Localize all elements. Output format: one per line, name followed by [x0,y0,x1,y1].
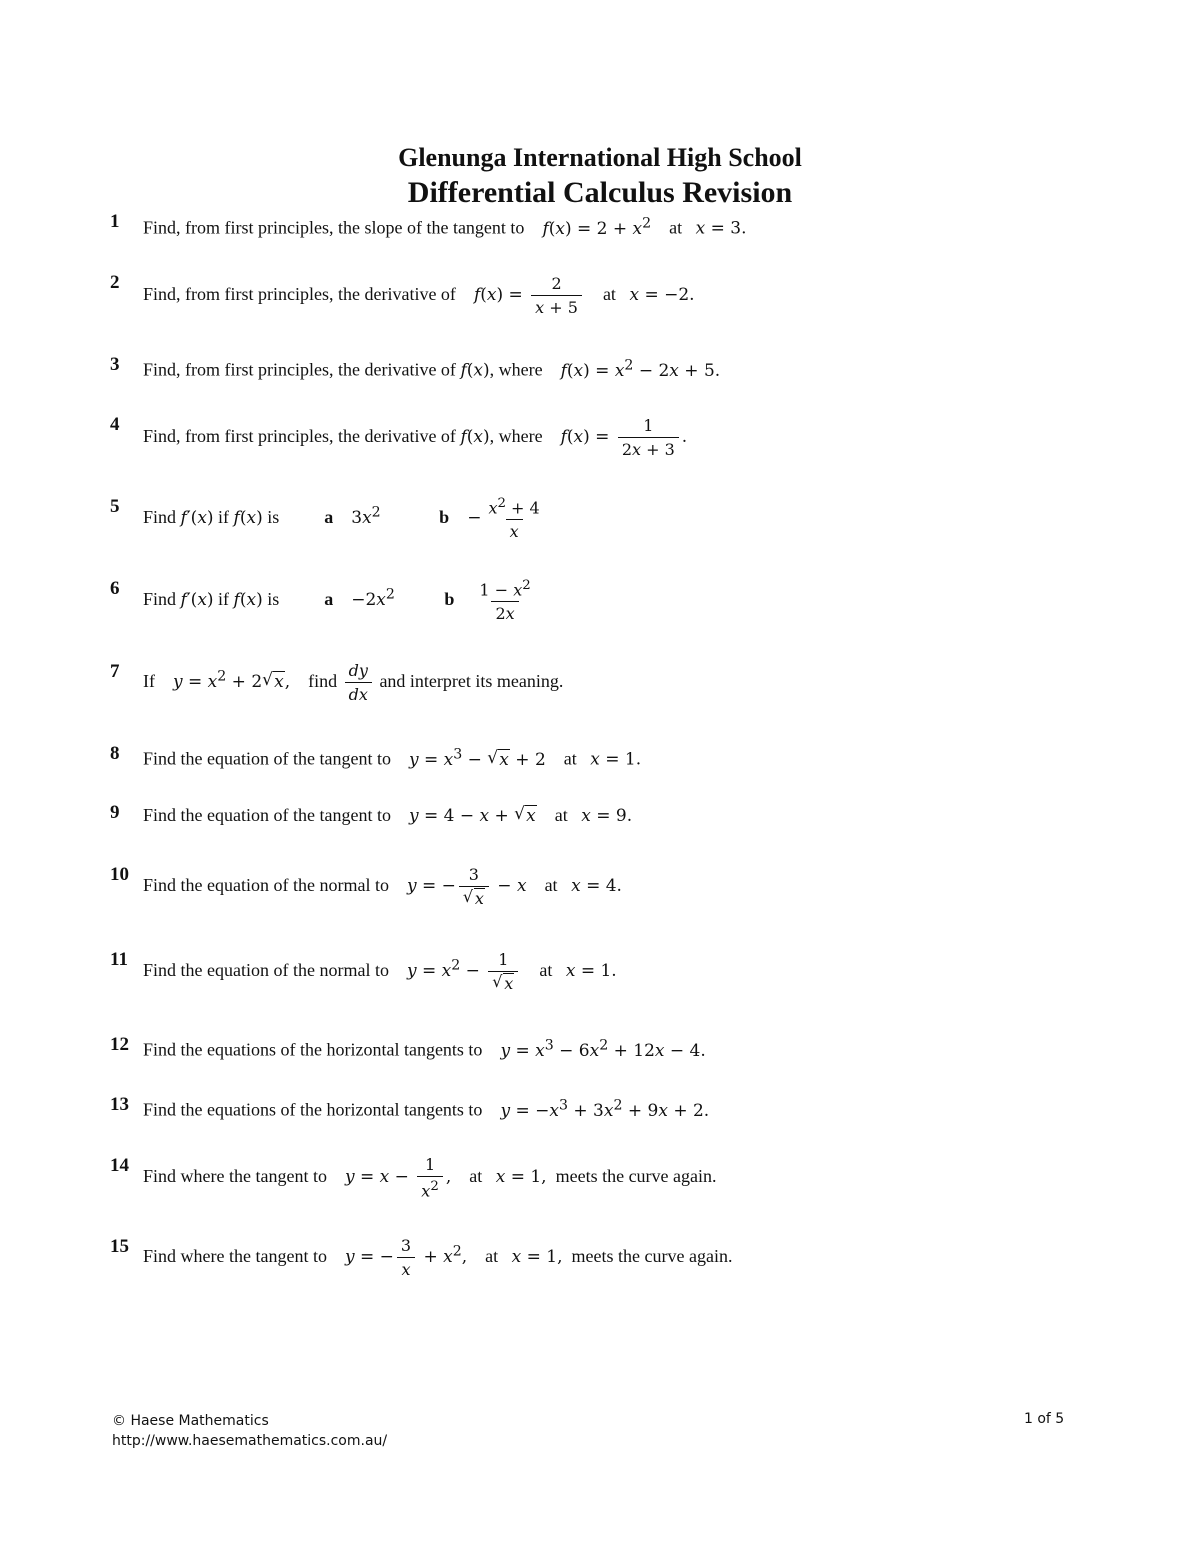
math-expression: $f(x) = 2 + x^2$ [542,215,652,239]
question-8 [110,743,1110,803]
question-10 [110,864,1110,924]
math-expression: $y = x^2$ − 1 √ x [407,961,521,981]
question-3 [110,354,1110,414]
question-7 [110,661,1110,721]
question-number: 6 [110,578,120,599]
question-14 [110,1155,1110,1215]
math-expression: f(x) = $\frac{1}{2x + 3}$ . [560,416,688,459]
footer-credits [112,1411,387,1451]
math-expression: $y = x^2 + 2√$ x, [173,672,290,692]
question-number: 15 [110,1236,129,1257]
question-number: 9 [110,802,120,823]
question-number: 11 [110,949,128,970]
part-label: b [444,589,455,610]
question-text: Find the equations of the horizontal tangents to $y = x^3 - 6x^2 + 12x - 4$. [143,1037,706,1061]
question-text: Find where the tangent to y = x − $\frac{1}{x^2}$ , at x = 1, meets the curve again. [143,1155,717,1201]
question-text: Find the equation of the tangent to $y = x^3$ − √ x + 2 at x = 1. [143,746,641,770]
question-number: 12 [110,1034,129,1055]
math-expression: $y = x^3 - 6x^2 + 12x - 4$. [500,1037,706,1061]
question-text: Find, from first principles, the derivative of f(x) = $\frac{2}{x + 5}$ at x = −2. [143,274,695,317]
question-number: 10 [110,864,129,885]
question-number: 3 [110,354,120,375]
part-label: b [439,507,450,528]
question-11 [110,949,1110,1009]
math-expression: y = − $\frac{3}{x}$ + $x^2$, [344,1236,468,1279]
question-text: If $y = x^2 + 2√$ x, find $\frac{dy}{dx}$ and interpret its meaning. [143,661,563,704]
math-expression: $-2x^2$ [351,586,395,611]
question-number: 2 [110,272,120,293]
question-text: Find f′(x) if f(x) is a $-2x^2$ b $\frac{1 - x^2}{2x}$ [143,578,538,623]
question-6 [110,578,1110,638]
part-label: a [324,589,334,610]
math-expression: − $\frac{x^2 + 4}{x}$ [467,496,540,542]
question-text: Find, from first principles, the derivative of f(x), where f(x) = $\frac{1}{2x + 3}$ . [143,416,688,459]
math-expression: $3x^2$ [351,504,381,529]
question-number: 14 [110,1155,129,1176]
question-4 [110,414,1110,474]
question-5 [110,496,1110,556]
math-expression: y = 4 − x + √ x [409,806,537,826]
question-text: Find, from first principles, the slope of the tangent to $f(x) = 2 + x^2$ at x = 3. [143,215,747,239]
math-expression: f(x) = $\frac{2}{x + 5}$ [474,285,585,305]
question-text: Find, from first principles, the derivative of f(x), where $f(x) = x^2 - 2x + 5$. [143,357,721,381]
question-number: 1 [110,211,120,232]
question-number: 13 [110,1094,129,1115]
question-12 [110,1034,1110,1094]
question-number: 8 [110,743,120,764]
math-expression: y = x − $\frac{1}{x^2}$ , [344,1155,452,1201]
question-1 [110,211,1110,271]
question-13 [110,1094,1110,1154]
page-number: 1 of 5 [1024,1411,1065,1427]
document-title: Differential Calculus Revision [407,176,793,209]
question-15 [110,1236,1110,1296]
question-number: 4 [110,414,120,435]
math-expression: $\frac{dy}{dx}$ [342,672,375,692]
math-expression: $f(x) = x^2 - 2x + 5$. [560,357,721,381]
copyright-text: © Haese Mathematics [112,1413,269,1429]
question-text: Find the equation of the normal to $y = x^2$ − 1 √ x at x = 1. [143,950,617,993]
question-text: Find f′(x) if f(x) is a $3x^2$ b − $\frac{x^2 + 4}{x}$ [143,496,547,541]
question-9 [110,802,1110,862]
publisher-url: http://www.haesemathematics.com.au/ [112,1433,388,1449]
question-2 [110,272,1110,332]
part-label: a [324,507,334,528]
school-name: Glenunga International High School [398,143,802,172]
math-expression: $\frac{1 - x^2}{2x}$ [479,578,531,624]
question-text: Find the equation of the tangent to y = 4 − x + √ x at x = 9. [143,805,632,826]
question-text: Find where the tangent to y = − $\frac{3}{x}$ + $x^2$, at x = 1, meets the curve again. [143,1236,733,1279]
math-expression: $y = -x^3 + 3x^2 + 9x + 2$. [500,1097,710,1121]
question-number: 7 [110,661,120,682]
math-expression: $y = x^3$ − √ x + 2 [409,750,546,770]
question-text: Find the equation of the normal to y = − 3 √ x − x at x = 4. [143,865,622,908]
math-expression: y = − 3 √ x − x [407,876,527,896]
question-number: 5 [110,496,120,517]
question-text: Find the equations of the horizontal tangents to $y = -x^3 + 3x^2 + 9x + 2$. [143,1097,710,1121]
